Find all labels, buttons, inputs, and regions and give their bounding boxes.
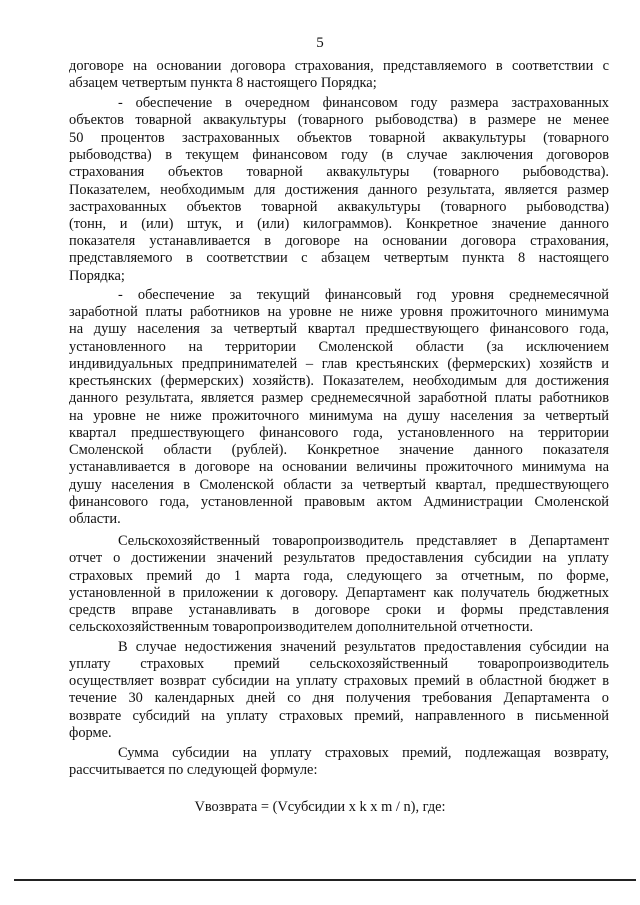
text-line: индивидуальных предпринимателей – глав крестьянских (фермерских) хозяйств и bbox=[69, 356, 609, 372]
formula: Vвозврата = (Vсубсидии x k x m / n), где: bbox=[194, 799, 446, 815]
page-number: 5 bbox=[316, 35, 324, 51]
text-line: душу населения в Смоленской области за четвертый квартал, предшествующего bbox=[69, 477, 609, 493]
text-line: рассчитывается по следующей формуле: bbox=[69, 762, 318, 778]
text-line: на душу населения за четвертый квартал предшествующего финансового года, bbox=[69, 321, 609, 337]
text-line: квартал предшествующего финансового года, установленного на территории bbox=[69, 425, 609, 441]
text-line: рыбоводства) в текущем финансовом году (в случае заключения договоров bbox=[69, 147, 609, 163]
text-line: страховых премий до 1 марта года, следующего за отчетным, по форме, bbox=[69, 568, 609, 584]
text-line: показателя устанавливается в договоре на основании договора страхования, bbox=[69, 233, 609, 249]
text-line: на уровне не ниже прожиточного минимума на душу населения за четвертый bbox=[69, 408, 609, 424]
text-line: возврате субсидий на уплату страховых премий, направленного в письменной bbox=[69, 708, 609, 724]
text-line: установленного на территории Смоленской области (за исключением bbox=[69, 339, 609, 355]
text-line: устанавливается в договоре на основании величины прожиточного минимума на bbox=[69, 459, 609, 475]
text-line: (тонн, и (или) штук, и (или) килограммов). Конкретное значение данного bbox=[69, 216, 609, 232]
text-line: Смоленской области (рублей). Конкретное значение данного показателя bbox=[69, 442, 609, 458]
text-line: - обеспечение за текущий финансовый год уровня среднемесячной bbox=[118, 287, 609, 303]
text-line: данного результата, является размер среднемесячной заработной платы работников bbox=[69, 390, 609, 406]
text-line: объектов товарной аквакультуры (товарного рыбоводства) в размере не менее bbox=[69, 112, 609, 128]
text-line: форме. bbox=[69, 725, 112, 741]
text-line: представляемого в соответствии с абзацем четвертым пункта 8 настоящего bbox=[69, 250, 609, 266]
text-line: Сумма субсидии на уплату страховых премий, подлежащая возврату, bbox=[118, 745, 609, 761]
text-line: Порядка; bbox=[69, 268, 125, 284]
text-line: страхования объектов товарной аквакультуры (товарного рыбоводства). bbox=[69, 164, 609, 180]
text-line: - обеспечение в очередном финансовом году размера застрахованных bbox=[118, 95, 609, 111]
text-line: осуществляет возврат субсидии на уплату страховых премий в областной бюджет в bbox=[69, 673, 609, 689]
text-line: отчет о достижении значений результатов предоставления субсидии на уплату bbox=[69, 550, 609, 566]
text-line: уплату страховых премий сельскохозяйственный товаропроизводитель bbox=[69, 656, 609, 672]
text-line: установленной в приложении к договору. Департамент как получатель бюджетных bbox=[69, 585, 609, 601]
text-line: Сельскохозяйственный товаропроизводитель представляет в Департамент bbox=[118, 533, 609, 549]
text-line: заработной платы работников на уровне не ниже уровня прожиточного минимума bbox=[69, 304, 609, 320]
text-line: Показателем, необходимым для достижения данного результата, является размер bbox=[69, 182, 609, 198]
text-line: крестьянских (фермерских) хозяйств). Показателем, необходимым для достижения bbox=[69, 373, 609, 389]
text-line: сельскохозяйственным товаропроизводителем дополнительной отчетности. bbox=[69, 619, 534, 635]
text-line: финансового года, установленной правовым актом Администрации Смоленской bbox=[69, 494, 609, 510]
text-line: области. bbox=[69, 511, 121, 527]
text-line: средств вправе устанавливать в договоре сроки и формы представления bbox=[69, 602, 609, 618]
text-line: абзацем четвертым пункта 8 настоящего Порядка; bbox=[69, 75, 377, 91]
text-line: течение 30 календарных дней со дня получения требования Департамента о bbox=[69, 690, 609, 706]
text-line: 50 процентов застрахованных объектов товарной аквакультуры (товарного bbox=[69, 130, 609, 146]
page-bottom-rule bbox=[14, 879, 636, 881]
text-line: застрахованных объектов товарной аквакультуры (товарного рыбоводства) bbox=[69, 199, 609, 215]
text-line: договоре на основании договора страхования, представляемого в соответствии с bbox=[69, 58, 609, 74]
text-line: В случае недостижения значений результатов предоставления субсидии на bbox=[118, 639, 609, 655]
